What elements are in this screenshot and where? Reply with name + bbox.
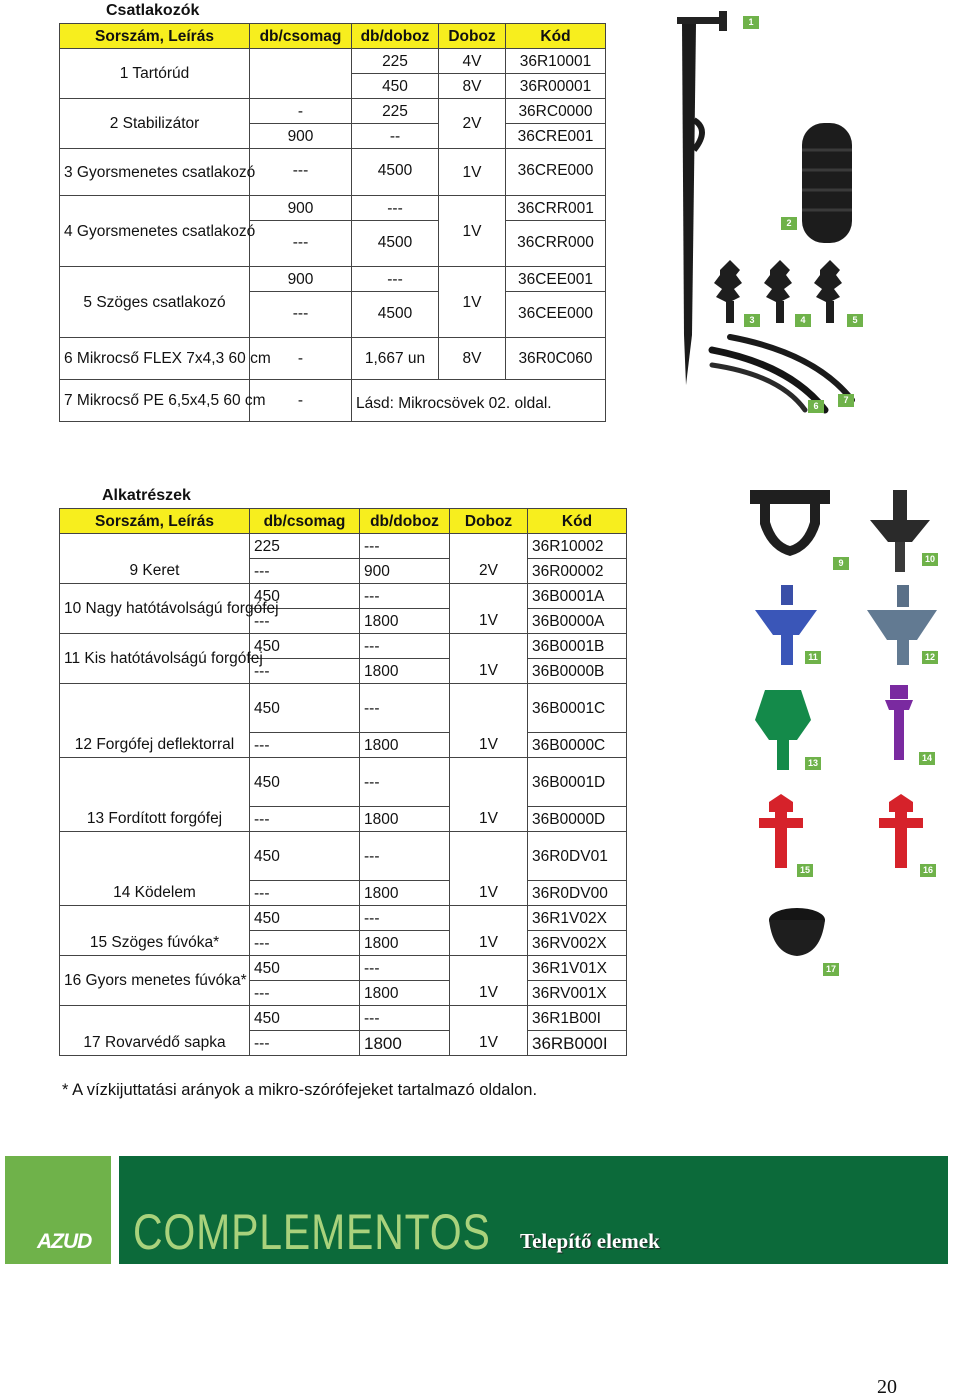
image-label: 6 — [808, 400, 824, 413]
cell: --- — [360, 634, 450, 659]
fittings-image — [714, 260, 842, 323]
inverted-head-image — [755, 690, 811, 770]
row-description: 13 Fordított forgófej — [60, 807, 250, 832]
row-description: 14 Ködelem — [60, 881, 250, 906]
cell: 4500 — [352, 292, 439, 338]
code-cell: 36B0000A — [528, 609, 627, 634]
cell: 225 — [352, 99, 439, 124]
cell: --- — [250, 292, 352, 338]
code-cell: 36R0C060 — [506, 338, 606, 380]
row-description: 1 Tartórúd — [60, 49, 250, 99]
code-cell: 36RB000I — [528, 1031, 627, 1056]
row-description: 6 Mikrocső FLEX 7x4,3 60 cm — [60, 338, 250, 380]
code-cell: 36R0DV01 — [528, 832, 627, 881]
cell: --- — [360, 584, 450, 609]
cell: 1V — [450, 981, 528, 1006]
cell: 1V — [450, 807, 528, 832]
image-label: 1 — [743, 16, 759, 29]
cell: --- — [360, 758, 450, 807]
cell — [250, 49, 352, 99]
table-row — [60, 956, 627, 981]
table-row — [60, 733, 627, 758]
cell: 1800 — [360, 931, 450, 956]
cell: 900 — [250, 267, 352, 292]
image-label: 7 — [838, 394, 854, 407]
code-cell: 36R10002 — [528, 534, 627, 559]
connectors-title: Csatlakozók — [106, 2, 200, 19]
microtubes-image — [712, 337, 852, 410]
cell: 1800 — [360, 881, 450, 906]
code-cell: 36B0001A — [528, 584, 627, 609]
table-row — [60, 149, 606, 196]
cell: 1V — [450, 881, 528, 906]
table-row — [60, 1006, 627, 1031]
stake-image — [677, 11, 727, 385]
cell: 1V — [439, 149, 506, 196]
code-cell: 36CEE001 — [506, 267, 606, 292]
cell: 450 — [250, 956, 360, 981]
footnote: * A vízkijuttatási arányok a mikro-szórófejeket tartalmazó oldalon. — [62, 1081, 538, 1099]
cell: 8V — [439, 338, 506, 380]
code-cell: 36B0000B — [528, 659, 627, 684]
cell: 2V — [439, 99, 506, 149]
cell: --- — [250, 149, 352, 196]
frame-image — [750, 490, 830, 556]
cell: - — [250, 380, 352, 422]
banner — [119, 1156, 948, 1264]
code-cell: 36R1V01X — [528, 956, 627, 981]
code-cell: 36R1B00I — [528, 1006, 627, 1031]
image-label: 3 — [744, 314, 760, 327]
header-cell: Kód — [506, 24, 606, 49]
cell: 1800 — [360, 807, 450, 832]
code-cell: 36R10001 — [506, 49, 606, 74]
table-row — [60, 584, 627, 609]
connectors-table — [59, 23, 606, 422]
cell: 1800 — [360, 733, 450, 758]
cell: --- — [360, 956, 450, 981]
cell: - — [250, 99, 352, 124]
reference-note: Lásd: Mikrocsövek 02. oldal. — [352, 380, 606, 422]
image-label: 5 — [847, 314, 863, 327]
code-cell: 36RV002X — [528, 931, 627, 956]
row-description: 3 Gyorsmenetes csatlakozó — [60, 149, 250, 196]
image-label: 14 — [919, 752, 935, 765]
image-label: 10 — [922, 553, 938, 566]
table-row — [60, 267, 606, 292]
cell: 450 — [250, 584, 360, 609]
code-cell: 36R00001 — [506, 74, 606, 99]
table-row — [60, 338, 606, 380]
cell: 1V — [450, 1031, 528, 1056]
cell: --- — [250, 221, 352, 267]
cell: 1V — [450, 733, 528, 758]
image-label: 2 — [781, 217, 797, 230]
cell: --- — [360, 906, 450, 931]
code-cell: 36RC0000 — [506, 99, 606, 124]
cell: 450 — [250, 684, 360, 733]
code-cell: 36B0001D — [528, 758, 627, 807]
cell: --- — [360, 1006, 450, 1031]
cell: 8V — [439, 74, 506, 99]
cell: 4V — [439, 49, 506, 74]
code-cell: 36R0DV00 — [528, 881, 627, 906]
image-label: 12 — [922, 651, 938, 664]
cell: --- — [250, 931, 360, 956]
cell: 4500 — [352, 221, 439, 267]
cell: 1800 — [360, 1031, 450, 1056]
image-label: 13 — [805, 757, 821, 770]
table-row — [60, 49, 606, 74]
insect-cap-image — [769, 908, 825, 956]
image-label: 9 — [833, 557, 849, 570]
page-number: 20 — [877, 1376, 897, 1398]
row-description: 17 Rovarvédő sapka — [60, 1031, 250, 1056]
table-row — [60, 196, 606, 221]
cell: --- — [250, 1031, 360, 1056]
code-cell: 36CEE000 — [506, 292, 606, 338]
header-cell: db/csomag — [250, 24, 352, 49]
row-description: 9 Keret — [60, 559, 250, 584]
banner-subtitle: Telepítő elemek — [520, 1229, 660, 1253]
code-cell: 36CRE000 — [506, 149, 606, 196]
header-cell: db/doboz — [360, 509, 450, 534]
code-cell: 36B0001B — [528, 634, 627, 659]
cell: 450 — [352, 74, 439, 99]
header-cell: Sorszám, Leírás — [60, 24, 250, 49]
table-row — [60, 380, 606, 422]
header-cell: Sorszám, Leírás — [60, 509, 250, 534]
table-row — [60, 807, 627, 832]
cell: 1V — [450, 659, 528, 684]
row-description: 7 Mikrocső PE 6,5x4,5 60 cm — [60, 380, 250, 422]
cell: --- — [250, 559, 360, 584]
cell: 450 — [250, 758, 360, 807]
row-description: 5 Szöges csatlakozó — [60, 267, 250, 338]
cell: --- — [352, 196, 439, 221]
cell: 1V — [439, 267, 506, 338]
header-cell: db/csomag — [250, 509, 360, 534]
table-row — [60, 559, 627, 584]
row-description: 12 Forgófej deflektorral — [60, 733, 250, 758]
code-cell: 36B0000C — [528, 733, 627, 758]
cell: --- — [360, 684, 450, 733]
code-cell: 36B0001C — [528, 684, 627, 733]
row-description: 11 Kis hatótávolságú forgófej — [60, 634, 250, 684]
table-header — [60, 24, 606, 49]
table-row — [60, 534, 627, 559]
header-cell: Doboz — [450, 509, 528, 534]
cell: --- — [250, 807, 360, 832]
cell: --- — [360, 534, 450, 559]
cell: 450 — [250, 832, 360, 881]
image-label: 15 — [797, 864, 813, 877]
cell: 1V — [439, 196, 506, 267]
code-cell: 36R1V02X — [528, 906, 627, 931]
cell: 450 — [250, 1006, 360, 1031]
cell: --- — [250, 609, 360, 634]
cell: 1V — [450, 609, 528, 634]
table-row — [60, 832, 627, 881]
large-range-head-image — [870, 490, 930, 572]
cell: 900 — [360, 559, 450, 584]
cell: - — [250, 338, 352, 380]
cell: 1,667 un — [352, 338, 439, 380]
row-description: 15 Szöges fúvóka* — [60, 931, 250, 956]
cell: 2V — [450, 559, 528, 584]
cell: --- — [352, 267, 439, 292]
cell: --- — [250, 881, 360, 906]
cell: -- — [352, 124, 439, 149]
header-cell: db/doboz — [352, 24, 439, 49]
cell: 450 — [250, 634, 360, 659]
cell: 225 — [250, 534, 360, 559]
barbed-nozzle-image — [759, 794, 803, 868]
quick-thread-nozzle-image — [879, 794, 923, 868]
image-label: 4 — [795, 314, 811, 327]
cell: 900 — [250, 124, 352, 149]
row-description: 2 Stabilizátor — [60, 99, 250, 149]
image-label: 17 — [823, 963, 839, 976]
table-row — [60, 931, 627, 956]
cell: --- — [250, 981, 360, 1006]
table-row — [60, 684, 627, 733]
cell: 1V — [450, 931, 528, 956]
table-row — [60, 758, 627, 807]
code-cell: 36RV001X — [528, 981, 627, 1006]
table-row — [60, 634, 627, 659]
code-cell: 36CRE001 — [506, 124, 606, 149]
cell: --- — [250, 659, 360, 684]
cell: 1800 — [360, 659, 450, 684]
code-cell: 36R00002 — [528, 559, 627, 584]
stabilizer-image — [802, 123, 852, 243]
mister-image — [885, 685, 913, 760]
code-cell: 36B0000D — [528, 807, 627, 832]
table-row — [60, 881, 627, 906]
cell: 1800 — [360, 609, 450, 634]
azud-logo: AZUD — [37, 1230, 92, 1253]
parts-table — [59, 508, 627, 1056]
table-row — [60, 1031, 627, 1056]
parts-title: Alkatrészek — [102, 487, 191, 504]
logo-block — [5, 1156, 111, 1264]
code-cell: 36CRR000 — [506, 221, 606, 267]
table-row — [60, 99, 606, 124]
row-description: 4 Gyorsmenetes csatlakozó — [60, 196, 250, 267]
image-label: 16 — [920, 864, 936, 877]
row-description: 10 Nagy hatótávolságú forgófej — [60, 584, 250, 634]
header-cell: Doboz — [439, 24, 506, 49]
cell: --- — [360, 832, 450, 881]
image-label: 11 — [805, 651, 821, 664]
header-cell: Kód — [528, 509, 627, 534]
cell: 1800 — [360, 981, 450, 1006]
banner-product: COMPLEMENTOS — [133, 1204, 491, 1260]
cell: 450 — [250, 906, 360, 931]
cell: 225 — [352, 49, 439, 74]
cell: --- — [250, 733, 360, 758]
cell: 900 — [250, 196, 352, 221]
table-header — [60, 509, 627, 534]
row-description: 16 Gyors menetes fúvóka* — [60, 956, 250, 1006]
cell: 4500 — [352, 149, 439, 196]
code-cell: 36CRR001 — [506, 196, 606, 221]
table-row — [60, 906, 627, 931]
